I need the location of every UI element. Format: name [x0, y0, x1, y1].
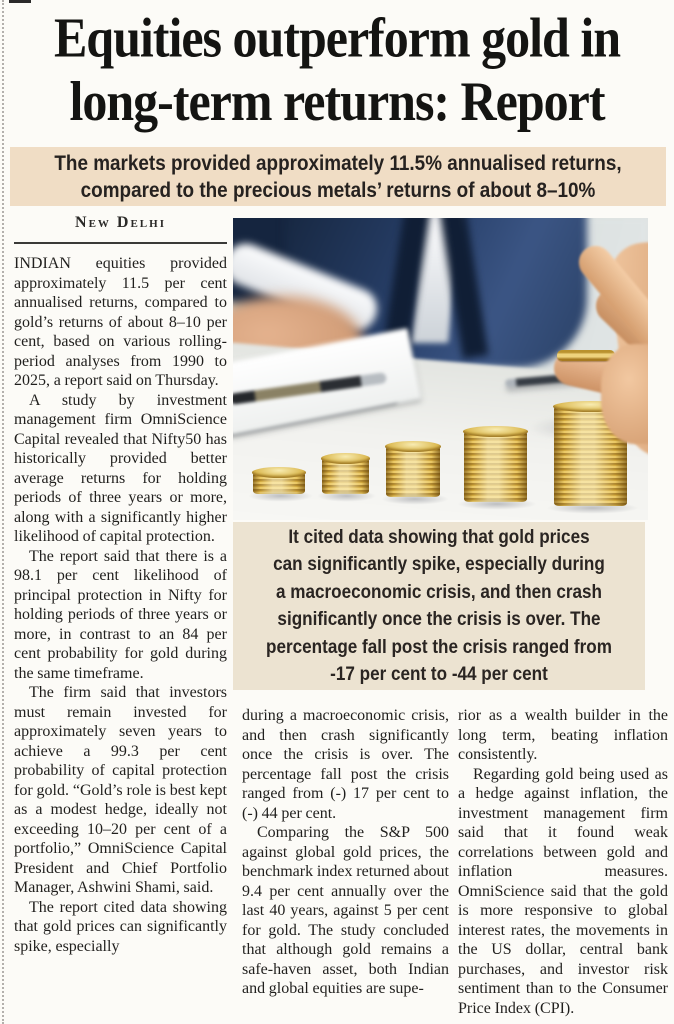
caption-line: It cited data showing that gold prices — [288, 526, 590, 548]
right-hand — [601, 344, 648, 444]
photo-caption — [233, 522, 645, 690]
gold-coin — [557, 350, 615, 361]
dateline: New Delhi — [75, 214, 166, 231]
coin-stack-2 — [322, 458, 369, 494]
coin-stack-1 — [253, 472, 305, 494]
body-paragraph: during a macroeconomic crisis, and then crash significantly once the crisis is over. The percentage fall post the crisis ranged from (-) 17 per cent to (-) 44 per cent. — [242, 707, 449, 822]
caption-line: percentage fall post the crisis ranged from — [266, 636, 612, 658]
body-paragraph: The report cited data showing that gold prices can significantly spike, especially — [14, 898, 227, 955]
headline-line: long-term returns: Report — [69, 69, 605, 133]
body-paragraph: rior as a wealth builder in the long term, beating inflation consistently. — [458, 707, 668, 763]
coin-stack-4 — [464, 431, 527, 502]
article-photo — [233, 218, 648, 520]
body-paragraph: Regarding gold being used as a hedge against inflation, the investment management firm said that it found weak correlations between gold and inflation measures. OmniScience said that the gold is more responsive to global interest rates, the movements in the US dollar, central bank purchases, and investor risk sentiment than to the Consumer Price Index (CPI). — [458, 765, 668, 1017]
caption-line: significantly once the crisis is over. The — [277, 609, 601, 630]
middle-column — [242, 706, 449, 1018]
coin-stack-3 — [386, 446, 440, 497]
body-paragraph: The report said that there is a 98.1 per cent likelihood of principal protection in Nifty for holding periods of three years or more, in contrast to an 84 per cent probability for gold during the same timeframe. — [14, 547, 227, 682]
body-paragraph: Comparing the S&P 500 against global gold prices, the benchmark index returned about 9.4 per cent annually over the last 40 years, against 5 per cent for gold. The study concluded that although gold remains a safe-haven asset, both Indian and global equities are supe- — [242, 824, 449, 997]
body-paragraph: INDIAN equities provided approximately 11.5 per cent annualised returns, compared to gold’s returns of about 8–10 per cent, based on various rolling-period analyses from 1990 to 2025, a report said on Thursday. — [14, 255, 227, 389]
headline — [8, 6, 666, 134]
caption-line: a macroeconomic crisis, and then crash — [276, 581, 602, 603]
standfirst — [10, 147, 666, 206]
standfirst-line: compared to the precious metals’ returns of about 8–10% — [80, 178, 596, 202]
body-paragraph: A study by investment management firm OmniScience Capital revealed that Nifty50 has historically provided better average returns for holding periods of three years or more, along with a significantly higher likelihood of capital protection. — [14, 391, 227, 545]
standfirst-line: The markets provided approximately 11.5% annualised returns, — [54, 151, 622, 175]
caption-line: can significantly spike, especially during — [273, 554, 605, 575]
right-column — [458, 706, 668, 1018]
caption-line: -17 per cent to -44 per cent — [330, 664, 548, 685]
headline-line: Equities outperform gold in — [53, 6, 621, 69]
left-column — [14, 211, 227, 1017]
print-artifact — [9, 0, 31, 3]
column-divider-dotted — [2, 0, 4, 1024]
body-paragraph: The firm said that investors must remain invested for approximately seven years to achieve a 99.3 per cent probability of capital protection for gold. “Gold’s role is best kept as a modest hedge, ideally not exceeding 10–20 per cent of a portfolio,” OmniScience Capital President and Chief Portfolio Manager, Ashwini Shami, said. — [14, 684, 227, 896]
dateline-rule — [14, 242, 227, 244]
